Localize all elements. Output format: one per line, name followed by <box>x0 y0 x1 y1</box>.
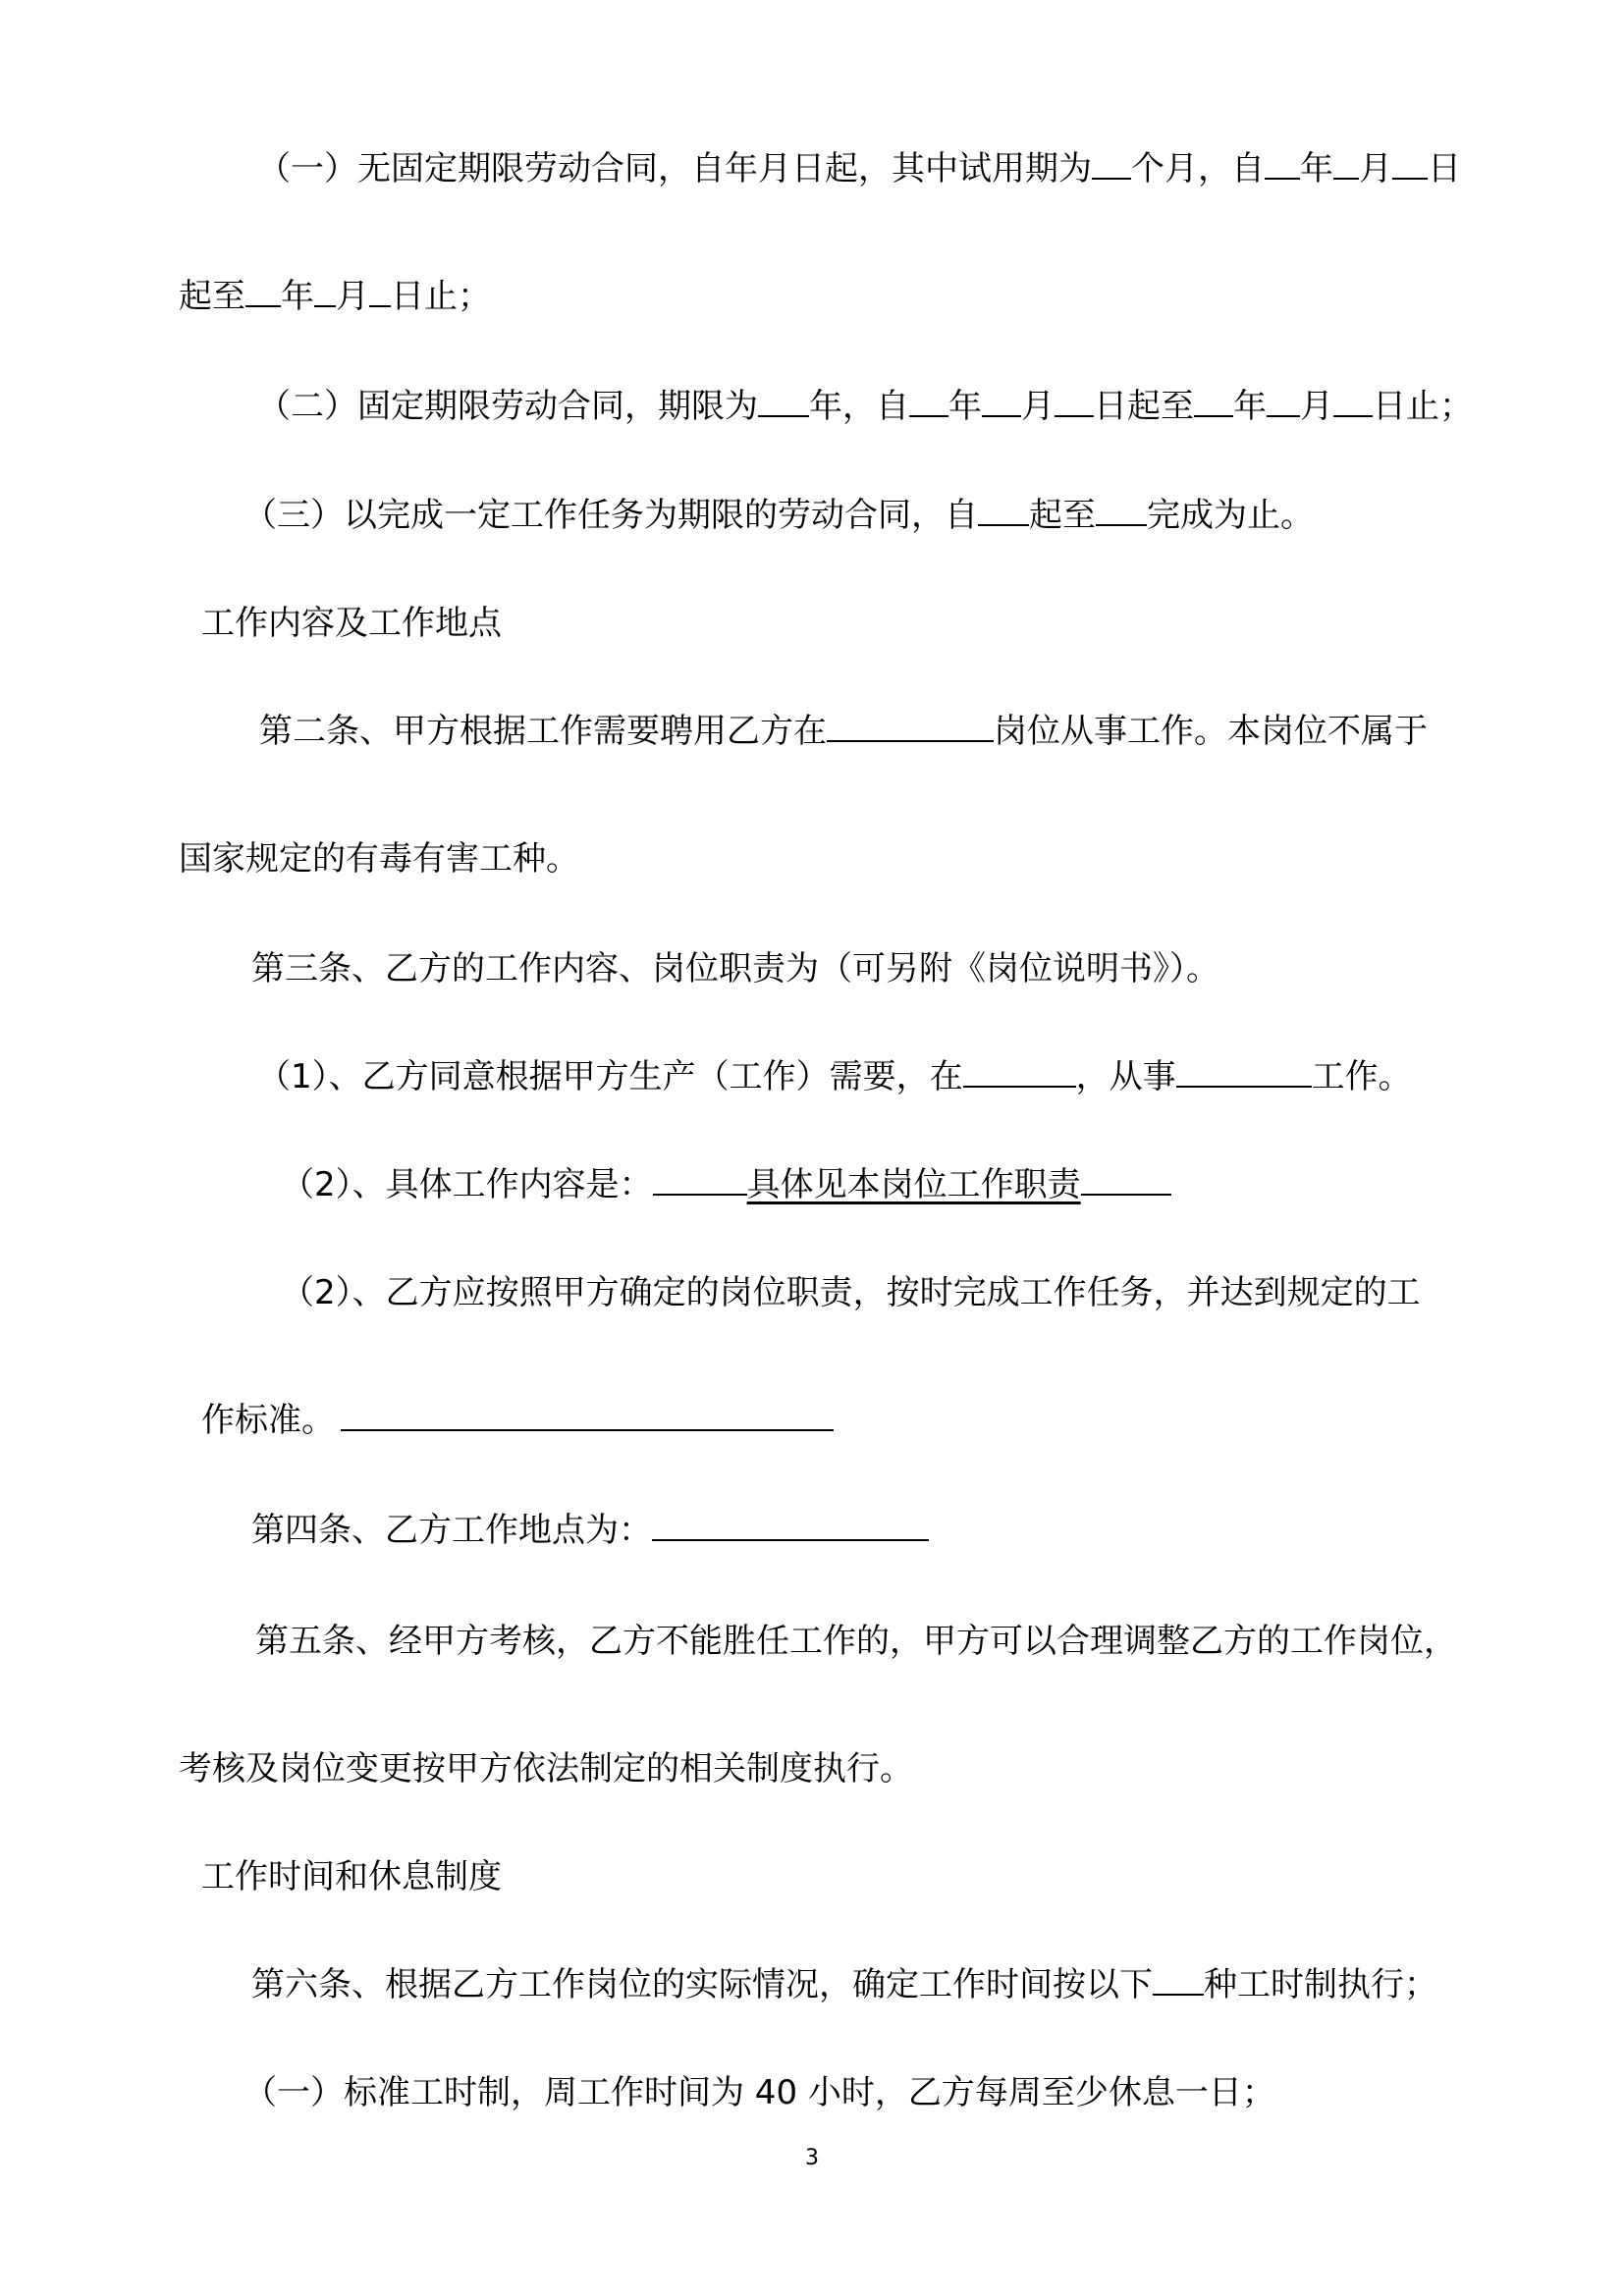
article-3-item-1 <box>257 1055 1412 1098</box>
text: 年 <box>948 387 982 426</box>
text: 年 <box>281 277 314 316</box>
blank-field <box>1392 148 1428 180</box>
clause-term-1-cont <box>179 275 491 318</box>
text: （三）以完成一定工作任务为期限的劳动合同，自 <box>244 496 978 535</box>
text: （1）、乙方同意根据甲方生产（工作）需要，在 <box>257 1057 963 1096</box>
article-2-cont: 国家规定的有毒有害工种。 <box>179 839 579 879</box>
text: 年 <box>1300 149 1333 188</box>
blank-field <box>1055 386 1094 417</box>
blank-field <box>982 386 1021 417</box>
blank-field <box>653 1164 747 1196</box>
text: （二）固定期限劳动合同，期限为 <box>257 387 758 426</box>
text: 日 <box>1428 149 1461 188</box>
clause-term-3 <box>244 494 1314 537</box>
clause-term-1 <box>257 147 1461 190</box>
text: 个月，自 <box>1131 149 1265 188</box>
text: 第六条、根据乙方工作岗位的实际情况，确定工作时间按以下 <box>251 1965 1153 2004</box>
article-5-cont: 考核及岗位变更按甲方依法制定的相关制度执行。 <box>179 1749 913 1789</box>
blank-field <box>1265 148 1300 180</box>
blank-field <box>1194 386 1233 417</box>
blank-field <box>341 1400 834 1431</box>
article-3-item-2 <box>281 1163 1171 1206</box>
text: 起至 <box>1029 496 1096 535</box>
blank-field <box>978 495 1029 526</box>
section-heading: 工作时间和休息制度 <box>201 1857 502 1896</box>
article-3-item-3-cont <box>201 1399 834 1442</box>
text: 日止； <box>391 277 491 316</box>
text: 完成为止。 <box>1147 496 1314 535</box>
blank-field <box>314 276 336 307</box>
article-4 <box>251 1509 929 1552</box>
section-heading: 工作内容及工作地点 <box>201 604 502 643</box>
article-3-item-3: （2）、乙方应按照甲方确定的岗位职责，按时完成工作任务，并达到规定的工 <box>281 1273 1421 1312</box>
text: 作标准。 <box>201 1401 335 1440</box>
text: 日起至 <box>1094 387 1194 426</box>
blank-field <box>245 276 281 307</box>
text: 第二条、甲方根据工作需要聘用乙方在 <box>259 712 827 751</box>
text: 岗位从事工作。本岗位不属于 <box>994 712 1428 751</box>
text: 种工时制执行； <box>1204 1965 1437 2004</box>
blank-field <box>1092 148 1131 180</box>
blank-field <box>827 711 994 742</box>
text: 月 <box>1021 387 1055 426</box>
article-6 <box>251 1963 1437 2006</box>
article-5: 第五条、经甲方考核，乙方不能胜任工作的，甲方可以合理调整乙方的工作岗位， <box>255 1622 1457 1661</box>
blank-field <box>1081 1164 1171 1196</box>
text: ，从事 <box>1075 1057 1176 1096</box>
page-number: 3 <box>805 2146 819 2170</box>
blank-field <box>909 386 948 417</box>
blank-field <box>1333 148 1359 180</box>
blank-field <box>369 276 391 307</box>
text: 月 <box>1300 387 1333 426</box>
blank-field <box>1333 386 1373 417</box>
blank-field <box>963 1056 1076 1088</box>
text: 起至 <box>179 277 245 316</box>
text: （一）无固定期限劳动合同，自年月日起，其中试用期为 <box>257 149 1092 188</box>
text: 第四条、乙方工作地点为： <box>251 1511 652 1550</box>
article-3: 第三条、乙方的工作内容、岗位职责为（可另附《岗位说明书》）。 <box>251 949 1219 988</box>
blank-field <box>1176 1056 1312 1088</box>
blank-field <box>1153 1964 1204 1996</box>
clause-term-2 <box>257 385 1473 428</box>
text: 月 <box>336 277 369 316</box>
blank-field <box>652 1510 929 1541</box>
article-2 <box>259 710 1428 753</box>
text: 年 <box>1233 387 1267 426</box>
blank-field <box>1096 495 1147 526</box>
filled-value: 具体见本岗位工作职责 <box>746 1165 1081 1204</box>
text: 工作。 <box>1311 1057 1412 1096</box>
text: 年，自 <box>809 387 909 426</box>
article-6-item-1: （一）标准工时制，周工作时间为 40 小时，乙方每周至少休息一日； <box>244 2073 1275 2112</box>
text: 月 <box>1359 149 1392 188</box>
text: 日止； <box>1373 387 1473 426</box>
blank-field <box>1267 386 1300 417</box>
text: （2）、具体工作内容是： <box>281 1165 653 1204</box>
blank-field <box>758 386 809 417</box>
